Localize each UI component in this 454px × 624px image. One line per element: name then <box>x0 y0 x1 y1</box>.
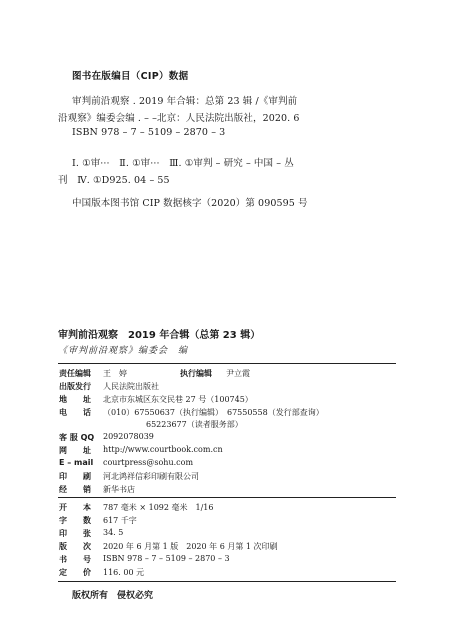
pub-label-1: 出版发行 <box>59 382 91 391</box>
pub-label-5: 客 服 QQ <box>59 433 95 442</box>
spec-label-3: 版 次 <box>59 542 91 551</box>
pub-label-0: 责任编辑 <box>59 369 91 378</box>
pub-value-5: 2092078039 <box>103 432 154 441</box>
spec-label-5: 定 价 <box>59 568 91 577</box>
spec-value-1: 617 千字 <box>103 516 137 525</box>
spec-value-3: 2020 年 6 月第 1 版 2020 年 6 月第 1 次印刷 <box>103 542 278 551</box>
cip-line-1: 审判前沿观察 . 2019 年合辑：总第 23 辑 /《审判前 <box>72 96 298 107</box>
divider-top <box>58 363 396 364</box>
pub-label-7: E – mail <box>59 458 94 467</box>
cip-heading: 图书在版编目（CIP）数据 <box>72 71 189 82</box>
pub-label-9: 经 销 <box>59 485 91 494</box>
pub-label-2: 地 址 <box>59 395 91 404</box>
pub-label-8: 印 刷 <box>59 472 91 481</box>
spec-label-1: 字 数 <box>59 516 91 525</box>
pub-value-6: http://www.courtbook.com.cn <box>103 445 223 454</box>
pub-value-3: （010）67550637（执行编辑） 67550558（发行部查询） <box>103 408 324 417</box>
cip-classification-2: 刊 Ⅳ. ①D925. 04 – 55 <box>58 175 170 186</box>
pub-label-6: 网 址 <box>59 446 91 455</box>
divider-middle <box>58 497 396 498</box>
spec-value-2: 34. 5 <box>103 528 124 537</box>
book-title: 审判前沿观察 2019 年合辑（总第 23 辑） <box>58 330 261 341</box>
copyright-notice: 版权所有 侵权必究 <box>72 591 154 601</box>
spec-label-4: 书 号 <box>59 555 91 564</box>
pub-value2-0: 尹立霞 <box>226 369 250 378</box>
pub-label-3: 电 话 <box>59 408 91 417</box>
cip-isbn: ISBN 978 – 7 – 5109 – 2870 – 3 <box>72 127 226 138</box>
spec-label-0: 开 本 <box>59 503 91 512</box>
spec-label-2: 印 张 <box>59 529 91 538</box>
pub-value-0: 王 婷 <box>103 369 127 378</box>
cip-line-2: 沿观察》编委会编 . – –北京：人民法院出版社，2020. 6 <box>58 113 300 124</box>
divider-bottom <box>58 581 396 582</box>
spec-value-5: 116. 00 元 <box>103 568 145 577</box>
pub-value-7: courtpress@sohu.com <box>103 458 194 467</box>
pub-value-8: 河北鸿祥信彩印刷有限公司 <box>103 472 199 481</box>
cip-classification-1: Ⅰ. ①审··· Ⅱ. ①审··· Ⅲ. ①审判 – 研究 – 中国 – 丛 <box>72 158 294 169</box>
spec-value-0: 787 毫米 × 1092 毫米 1/16 <box>103 503 214 512</box>
pub-value-9: 新华书店 <box>103 485 135 494</box>
pub-value-2: 北京市东城区东交民巷 27 号（100745） <box>103 395 253 404</box>
book-editor: 《审判前沿观察》编委会 编 <box>58 346 189 356</box>
spec-value-4: ISBN 978 – 7 – 5109 – 2870 – 3 <box>103 554 230 563</box>
pub-value-1: 人民法院出版社 <box>103 382 159 391</box>
cip-data-note: 中国版本图书馆 CIP 数据核字（2020）第 090595 号 <box>72 198 308 209</box>
pub-label2-0: 执行编辑 <box>180 369 212 378</box>
pub-value-4: 65223677（读者服务部） <box>146 420 243 429</box>
